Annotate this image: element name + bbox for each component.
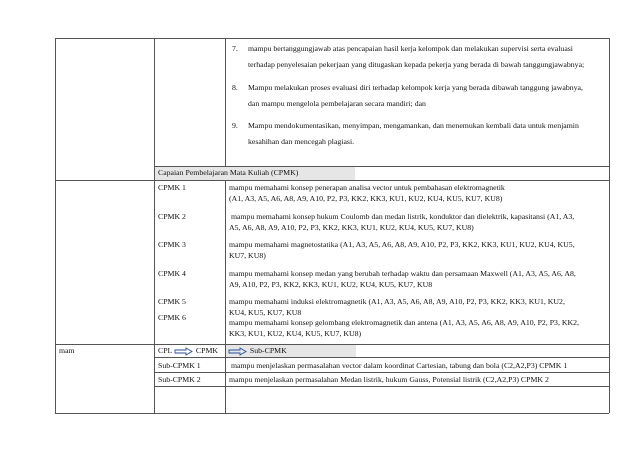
list-number: 9. [232, 121, 238, 130]
flow-sub-cpmk: Sub-CPMK [249, 346, 287, 355]
list-text [248, 118, 579, 150]
cpmk-line: KU4, KU5, KU7, KU8 [229, 307, 302, 317]
list-text [248, 80, 583, 112]
cpmk-line: KK3, KU1, KU2, KU4, KU5, KU7, KU8) [229, 328, 362, 338]
cpmk-description [229, 269, 576, 290]
flow-diagram [158, 346, 287, 357]
list-line: kesahihan dan mencegah plagiasi. [248, 137, 355, 146]
flow-cpl: CPL [158, 346, 173, 355]
cpmk-description [229, 240, 575, 261]
list-line: dan mampu mengelola pembelajaran secara mandiri; dan [248, 99, 426, 108]
cpmk-line: A9, A10, P2, P3, KK2, KK3, KU1, KU2, KU4, KU5, KU7, KU8 [229, 279, 433, 289]
cpmk-code: CPMK 6 [158, 313, 186, 322]
cpmk-line: mampu memahami konsep penerapan analisa vector untuk pembahasan elektromagnetik [229, 183, 505, 192]
cpmk-line: (A1, A3, A5, A6, A8, A9, A10, P2, P3, KK2, KK3, KU1, KU2, KU4, KU5, KU7, KU8) [229, 193, 503, 203]
cpmk-code: CPMK 1 [158, 183, 186, 192]
cpmk-description [229, 183, 505, 204]
cpmk-line: mampu memahami konsep hukum Coulomb dan medan listrik, konduktor dan dielektrik, kapasitansi (A1, A3, [229, 212, 575, 221]
list-number: 7. [232, 44, 238, 53]
table-right-rule [609, 38, 610, 413]
cpmk-line: mampu memahami magnetostatika (A1, A3, A5, A6, A8, A9, A10, P2, P3, KK2, KK3, KU1, KU2, KU4, KU5, [229, 240, 575, 249]
left-label: mam [59, 346, 75, 355]
cpmk-line: mampu memahami konsep medan yang berubah terhadap waktu dan persamaan Maxwell (A1, A3, A5, A6, A8, [229, 269, 576, 278]
list-line: Mampu melakukan proses evaluasi diri terhadap kelompok kerja yang berada dibawah tanggung jawabnya, [248, 83, 583, 92]
sub-cpmk-text: mampu menjelaskan permasalahan vector dalam koordinat Cartesian, tabung dan bola (C2,A2,P3) CPMK 1 [229, 361, 568, 370]
cpmk-description [229, 318, 579, 339]
arrow-right-icon [228, 347, 248, 356]
list-item [232, 80, 602, 114]
sub1-top-rule [154, 357, 609, 358]
arrow-right-icon [174, 347, 194, 356]
sub2-bottom-rule [154, 386, 609, 387]
cpmk-line: KU7, KU8) [229, 250, 266, 260]
list-item [232, 41, 602, 75]
col-divider-lower [225, 180, 226, 413]
sub-cpmk-code: Sub-CPMK 1 [158, 361, 201, 370]
list-line: terhadap penyelesaian pekerjaan yang ditugaskan kepada pekerja yang berada di bawah tanggungjawabnya; [248, 60, 585, 69]
sub2-top-rule [154, 372, 609, 373]
list-number: 8. [232, 83, 238, 92]
table-bottom-rule [55, 413, 609, 414]
sub-cpmk-text: mampu menjelaskan permasalahan Medan listrik, hukum Gauss, Potensial listrik (C2,A2,P3) CPMK 2 [229, 375, 549, 384]
table-top-rule [55, 38, 609, 39]
list-item [232, 118, 602, 152]
list-line: Mampu mendokumentasikan, menyimpan, mengamankan, dan menemukan kembali data untuk menjamin [248, 121, 579, 130]
cpmk-line: mampu memahami induksi elektromagnetik (A1, A3, A5, A6, A8, A9, A10, P2, P3, KK2, KK3, KU1, KU2, [229, 297, 565, 306]
sub-cpmk-code: Sub-CPMK 2 [158, 375, 201, 384]
list-text [248, 41, 584, 73]
cpmk-code: CPMK 4 [158, 269, 186, 278]
list-line: mampu bertanggungjawab atas pencapaian hasil kerja kelompok dan melakukan supervisi serta evaluasi [248, 44, 573, 53]
cpmk-description [229, 297, 565, 318]
table-left-rule [55, 38, 56, 413]
cpmk-line: mampu memahami konsep gelombang elektromagnetik dan antena (A1, A3, A5, A6, A8, A9, A10, P2, P3, KK2, [229, 318, 579, 327]
col-divider-upper [225, 38, 226, 166]
cpmk-header: Capaian Pembelajaran Mata Kuliah (CPMK) [158, 168, 299, 177]
cpmk-description [229, 212, 574, 233]
cpmk-code: CPMK 3 [158, 240, 186, 249]
cpmk-code: CPMK 2 [158, 212, 186, 221]
flow-cpmk: CPMK [195, 346, 219, 355]
cpmk-header-bottom-rule [55, 180, 609, 181]
cpmk-code: CPMK 5 [158, 297, 186, 306]
cpmk-line: A5, A6, A8, A9, A10, P2, P3, KK2, KK3, KU1, KU2, KU4, KU5, KU7, KU8) [229, 222, 474, 232]
